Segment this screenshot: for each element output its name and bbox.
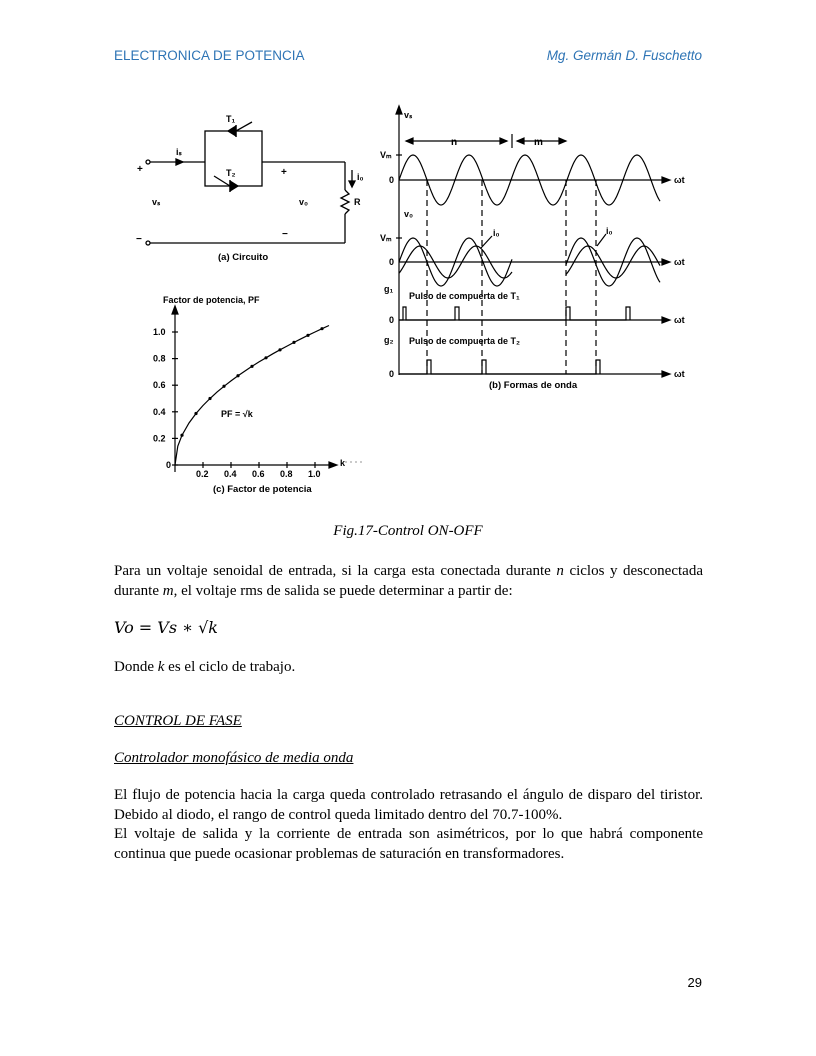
label-vs: vₛ	[152, 197, 161, 207]
pf-point	[194, 412, 197, 415]
y-tick-label: 0.6	[153, 380, 166, 391]
label-vm-2: Vₘ	[380, 233, 392, 243]
gate-pulses-t1	[399, 307, 630, 320]
label-wt-4: ωt	[674, 369, 685, 379]
paragraph-2: Donde k es el ciclo de trabajo.	[114, 659, 296, 675]
label-io-circuit: i₀	[357, 172, 364, 182]
pf-point	[236, 374, 239, 377]
x-tick-label: 0.2	[196, 469, 209, 479]
pf-caption: (c) Factor de potencia	[213, 484, 312, 495]
figure-17	[0, 0, 816, 520]
label-wt-2: ωt	[674, 257, 685, 267]
label-io-2: i₀	[606, 226, 613, 236]
x-tick-label: 0.6	[252, 469, 265, 479]
label-plus-in: +	[137, 164, 143, 175]
y-tick-label: 0.2	[153, 433, 166, 444]
pf-point	[306, 334, 309, 337]
x-tick-label: 1.0	[308, 469, 321, 479]
x-tick-label: 0.8	[280, 469, 293, 479]
label-wt-3: ωt	[674, 315, 685, 325]
waveforms-caption: (b) Formas de onda	[489, 380, 578, 391]
label-r: R	[354, 197, 361, 207]
pf-formula: PF = √k	[221, 409, 253, 419]
section-heading: CONTROL DE FASE	[114, 713, 242, 729]
equation: Vo = Vs ∗ √k	[114, 618, 218, 637]
page-number: 29	[687, 975, 702, 990]
paragraph-3a: El flujo de potencia hacia la carga queda controlado retrasando el ángulo de disparo del tiristor. Debido al diodo, el rango de control queda limitado dentro del 70.7-100%.	[114, 787, 703, 823]
pf-xlabel: k	[340, 458, 346, 468]
pf-point	[180, 434, 183, 437]
label-wt-1: ωt	[674, 175, 685, 185]
figure-caption: Fig.17-Control ON-OFF	[333, 523, 483, 539]
axis-vo: v₀	[404, 209, 414, 219]
label-io-1: i₀	[493, 228, 500, 238]
pf-point	[264, 356, 267, 359]
pf-point	[208, 397, 211, 400]
label-zero-4: 0	[389, 369, 395, 379]
label-is: iₛ	[176, 147, 182, 157]
y-tick-label: 0.8	[153, 353, 166, 364]
label-minus-out: −	[282, 229, 288, 240]
pf-curve	[175, 326, 329, 466]
label-zero-1: 0	[389, 175, 395, 185]
label-vo: v₀	[299, 197, 309, 207]
label-g1: g₁	[384, 284, 394, 294]
label-m: m	[534, 137, 543, 148]
pf-point	[278, 348, 281, 351]
y-tick-label: 0.4	[153, 406, 166, 417]
label-minus-in: −	[136, 234, 142, 245]
label-pulse-t2: Pulso de compuerta de T₂	[409, 336, 521, 346]
pf-point	[222, 385, 225, 388]
axis-vs: vₛ	[404, 110, 413, 120]
label-vm-1: Vₘ	[380, 150, 392, 160]
paragraph-1: Para un voltaje senoidal de entrada, si la carga esta conectada durante n ciclos y desconectada durante m, el voltaje rms de salida se puede determinar a partir de:	[114, 563, 703, 599]
paragraph-3b: El voltaje de salida y la corriente de entrada son asimétricos, por lo que habrá componente continua que puede ocasionar problemas de saturación en transformadores.	[114, 826, 703, 862]
label-n: n	[451, 137, 458, 148]
pf-point	[320, 327, 323, 330]
circuit-caption: (a) Circuito	[218, 252, 269, 263]
label-zero-3: 0	[389, 315, 395, 325]
label-t2: T₂	[226, 168, 236, 178]
y-tick-label: 0	[166, 460, 172, 470]
label-zero-2: 0	[389, 257, 395, 267]
x-tick-label: 0.4	[224, 469, 237, 479]
pf-title: Factor de potencia, PF	[163, 295, 260, 305]
circuit-diagram	[146, 122, 355, 245]
header-title: ELECTRONICA DE POTENCIA	[114, 48, 305, 63]
subsection-heading: Controlador monofásico de media onda	[114, 750, 354, 766]
label-plus-out: +	[281, 167, 287, 178]
header-author: Mg. Germán D. Fuschetto	[546, 48, 702, 63]
y-tick-label: 1.0	[153, 327, 166, 337]
pf-point	[292, 341, 295, 344]
label-t1: T₁	[226, 114, 236, 124]
gate-pulses-t2	[399, 360, 600, 374]
pf-point	[250, 365, 253, 368]
label-pulse-t1: Pulso de compuerta de T₁	[409, 291, 520, 301]
pf-chart	[153, 306, 365, 479]
label-g2: g₂	[384, 335, 394, 345]
